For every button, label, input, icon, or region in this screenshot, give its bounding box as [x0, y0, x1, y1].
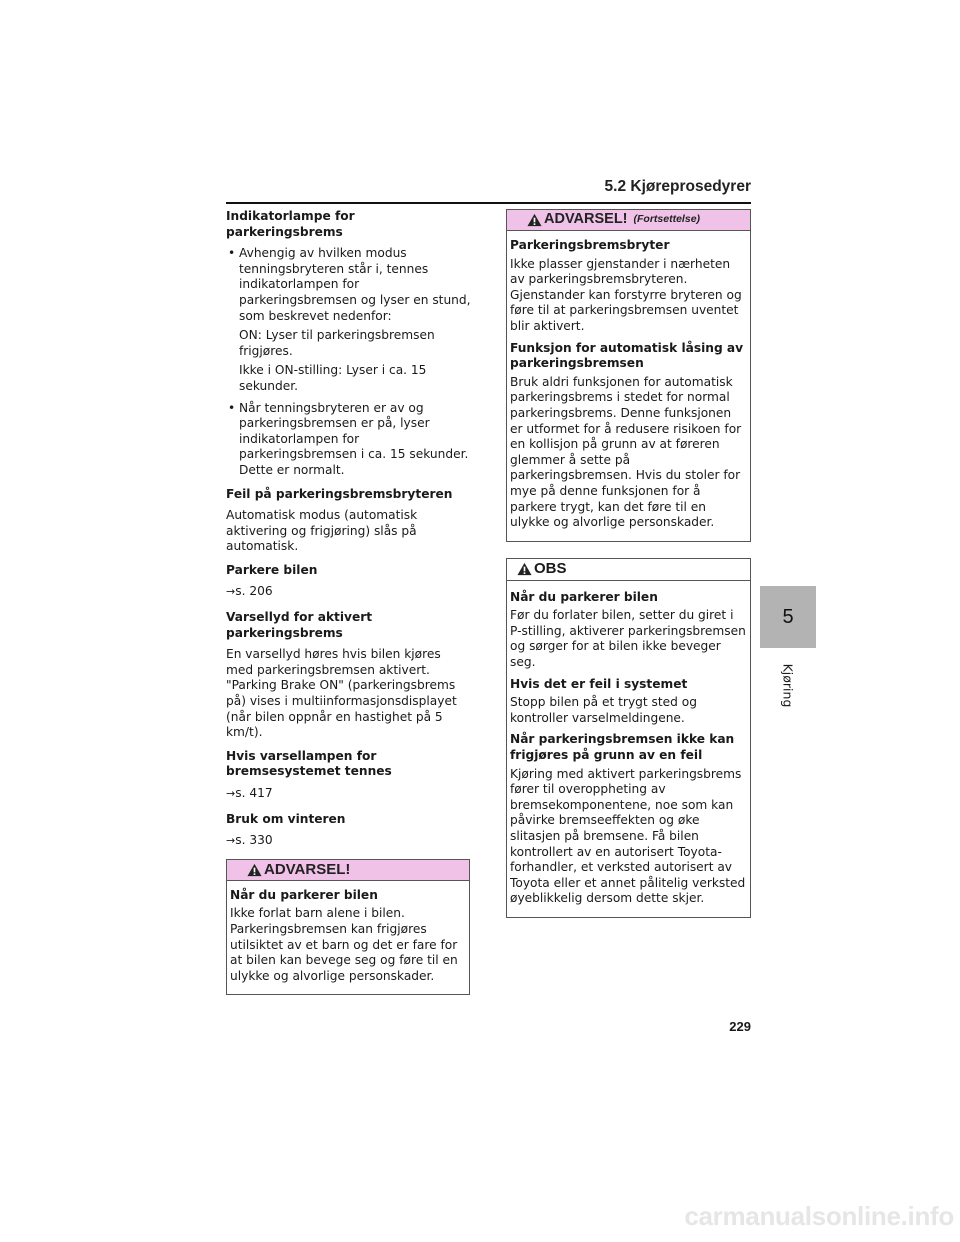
bullet-subtext-on: ON: Lyser til parkeringsbremsen frigjøres.	[239, 328, 435, 358]
fault-heading: Feil på parkeringsbremsbryteren	[226, 486, 453, 501]
chapter-title: Kjøring	[780, 663, 796, 707]
warning-box	[226, 859, 470, 996]
notice-body	[507, 581, 750, 917]
notice-label: OBS	[534, 560, 567, 578]
right-column	[506, 209, 751, 918]
notice-heading-release: Når parkeringsbremsen ikke kan frigjøres på grunn av en feil	[510, 732, 735, 763]
notice-box	[506, 558, 751, 918]
brake-light-reference[interactable]	[226, 786, 471, 802]
notice-heading-parking: Når du parkerer bilen	[510, 589, 658, 604]
warning-bar	[227, 860, 469, 881]
notice-text-fault: Stopp bilen på et trygt sted og kontroller varselmeldingene.	[510, 695, 697, 725]
warning-text: Ikke forlat barn alene i bilen. Parkeringsbremsen kan frigjøres utilsiktet av et barn og det er fare for at bilen kan bevege seg og føre til en ulykke og alvorlige personskader.	[230, 906, 458, 983]
notice-text-parking: Før du forlater bilen, setter du giret i P-stilling, aktiverer parkeringsbremsen og sørger for at bilen ikke beveger seg.	[510, 608, 746, 670]
park-heading: Parkere bilen	[226, 562, 318, 577]
arrow-right-icon: →	[226, 834, 236, 848]
auto-heading: Funksjon for automatisk låsing av parkeringsbremsen	[510, 340, 744, 371]
arrow-right-icon: →	[226, 585, 236, 599]
page-number: 229	[729, 1019, 751, 1034]
warning-body	[227, 881, 469, 995]
warning-label: ADVARSEL!	[264, 860, 351, 878]
warning-label: ADVARSEL!	[544, 211, 628, 228]
chapter-label	[760, 655, 816, 715]
switch-heading: Parkeringsbremsbryter	[510, 238, 670, 252]
arrow-right-icon: →	[226, 787, 236, 800]
watermark: carmanualsonline.info	[684, 1201, 954, 1231]
warning-continued: (Fortsettelse)	[633, 213, 701, 226]
switch-text: Ikke plasser gjenstander i nærheten av parkeringsbremsbryteren. Gjenstander kan forstyrre bryteren og føre til at parkeringsbremsen uventet blir aktivert.	[510, 256, 742, 333]
warning-box-continued	[506, 209, 751, 542]
buzzer-heading: Varsellyd for aktivert parkeringsbrems	[226, 610, 373, 640]
warning-triangle-icon	[517, 562, 532, 576]
bullet-text: • Når tenningsbryteren er av og parkeringsbremsen er på, lyser indikatorlampen for parkeringsbremsen i ca. 15 sekunder. Dette er normalt.	[239, 400, 469, 477]
notice-bar	[507, 559, 750, 581]
chapter-tab[interactable]: 5	[760, 586, 816, 648]
left-column	[226, 209, 471, 995]
indicator-bullets	[226, 246, 471, 478]
park-ref-text: s. 206	[235, 584, 273, 599]
notice-text-release: Kjøring med aktivert parkeringsbrems fører til overoppheting av bremsekomponentene, noe som kan påvirke bremseeffekten og øke slitasjen på bremsene. Få bilen kontrollert av en autorisert Toyota-forhandler, et verksted autorisert av Toyota eller et annet pålitelig verksted øyeblikkelig dersom dette skjer.	[510, 766, 746, 906]
section-header: 5.2 Kjøreprosedyrer	[604, 178, 751, 195]
brake-light-heading: Hvis varsellampen for bremsesystemet tennes	[226, 748, 392, 779]
auto-text: Bruk aldri funksjonen for automatisk parkeringsbrems i stedet for normal parkeringsbrems. Denne funksjonen er utformet for å redusere risikoen for en kollisjon på grunn av at føreren glemmer å sette på parkeringsbremsen. Hvis du stoler for mye på denne funksjonen for å parkere trygt, kan det føre til en ulykke og alvorlige personskader.	[510, 374, 742, 530]
header-rule	[226, 202, 751, 204]
winter-reference[interactable]	[226, 833, 471, 849]
warning-bar	[507, 210, 750, 231]
bullet-text: • Avhengig av hvilken modus tenningsbryteren står i, tennes indikatorlampen for parkeringsbremsen og lyser en stund, som beskrevet nedenfor:	[239, 246, 471, 323]
park-reference[interactable]	[226, 584, 471, 600]
brake-light-ref-text: s. 417	[235, 786, 273, 800]
fault-text: Automatisk modus (automatisk aktivering og frigjøring) slås på automatisk.	[226, 508, 418, 554]
indicator-heading: Indikatorlampe for parkeringsbrems	[226, 209, 355, 239]
notice-heading-fault: Hvis det er feil i systemet	[510, 676, 688, 691]
warning-triangle-icon	[247, 863, 262, 877]
warning-body	[507, 231, 750, 541]
buzzer-text: En varsellyd høres hvis bilen kjøres med parkeringsbremsen aktivert. "Parking Brake ON" (parkeringsbrems på) vises i multiinformasjonsdisplayet (når bilen oppnår en hastighet på 5 km/t).	[226, 647, 457, 740]
winter-ref-text: s. 330	[235, 833, 273, 848]
winter-heading: Bruk om vinteren	[226, 811, 346, 826]
warning-triangle-icon	[527, 213, 542, 227]
bullet-item	[226, 246, 471, 394]
bullet-item	[226, 401, 471, 479]
warning-heading: Når du parkerer bilen	[230, 887, 378, 902]
bullet-subtext-off: Ikke i ON-stilling: Lyser i ca. 15 sekunder.	[239, 363, 427, 393]
